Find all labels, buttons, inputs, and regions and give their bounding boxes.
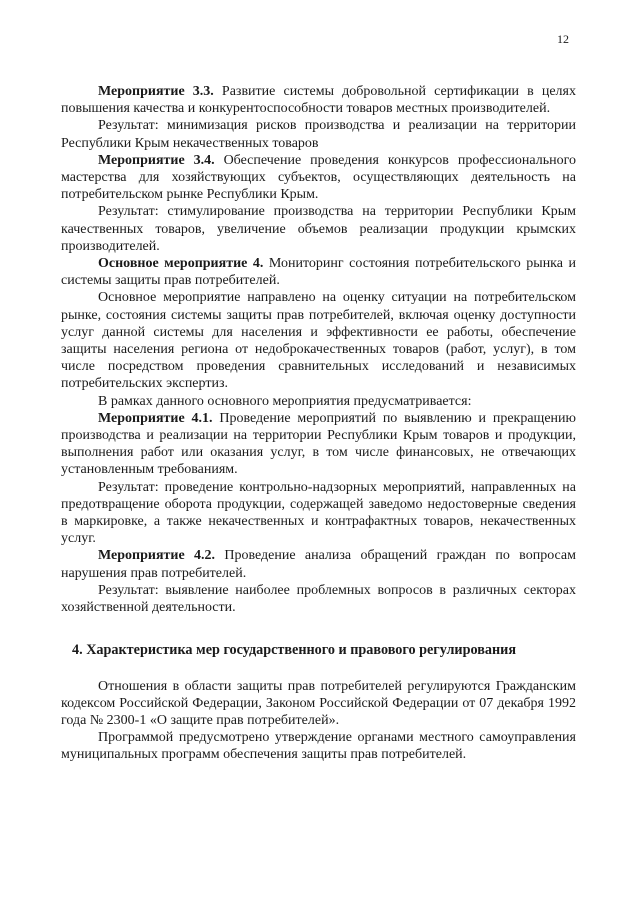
paragraph: [61, 152, 576, 204]
paragraph-lead: Основное мероприятие 4.: [98, 256, 264, 272]
paragraph-lead: Мероприятие 4.1.: [98, 410, 213, 426]
paragraph: [61, 547, 576, 581]
paragraph: [61, 255, 576, 289]
paragraph-text: Обеспечение проведения конкурсов профессионального мастерства для хозяйствующих субъектов, осуществляющих деятельность на потребительском рынке Республики Крым.: [61, 152, 576, 203]
paragraph-text: Мониторинг состояния потребительского рынка и системы защиты прав потребителей.: [61, 256, 576, 289]
paragraph: [61, 582, 576, 616]
paragraph-text: Основное мероприятие направлено на оценку ситуации на потребительском рынке, состояния системы защиты прав потребителей, включая оценку доступности услуг данной системы для населения и эффективности ее работы, обеспечение защиты населения региона от недоброкачественных товаров (работ, услуг), в том числе посредством проведения сравнительных исследований и независимых потребительских экспертиз.: [61, 290, 576, 392]
section-paragraph-list: [61, 678, 576, 764]
paragraph: [61, 729, 576, 763]
paragraph: [61, 117, 576, 151]
page-number: 12: [557, 32, 569, 46]
paragraph: [61, 203, 576, 255]
document-body: [61, 83, 576, 764]
paragraph-text: Проведение мероприятий по выявлению и прекращению производства и реализации на территории Республики Крым товаров и продукции, выполнения работ или оказания услуг, в том числе финансовых, не отвечающих установленным требованиям.: [61, 410, 576, 478]
section-heading: 4. Характеристика мер государственного и правового регулирования: [72, 642, 516, 659]
paragraph-text: Результат: выявление наиболее проблемных вопросов в различных секторах хозяйственной деятельности.: [61, 582, 576, 616]
paragraph-text: Отношения в области защиты прав потребителей регулируются Гражданским кодексом Российской Федерации, Законом Российской Федерации от 07 декабря 1992 года № 2300-1 «О защите прав потребителей».: [61, 678, 576, 728]
paragraph-lead: Мероприятие 3.3.: [98, 84, 214, 99]
paragraph-text: В рамках данного основного мероприятия предусматривается:: [98, 393, 472, 409]
paragraph-text: Проведение анализа обращений граждан по вопросам нарушения прав потребителей.: [61, 548, 576, 581]
paragraph-list: [61, 83, 576, 616]
paragraph: [61, 678, 576, 730]
paragraph-text: Результат: стимулирование производства на территории Республики Крым качественных товаров, увеличение объемов реализации продукции крымских производителей.: [61, 204, 576, 254]
paragraph: [61, 393, 576, 410]
paragraph-text: Программой предусмотрено утверждение органами местного самоуправления муниципальных программ обеспечения защиты прав потребителей.: [61, 730, 576, 763]
paragraph: [61, 289, 576, 392]
paragraph-text: Результат: проведение контрольно-надзорных мероприятий, направленных на предотвращение оборота продукции, содержащей заведомо недостоверные сведения в маркировке, а также некачественных и контрафактных товаров, некачественных услуг.: [61, 479, 576, 547]
paragraph-lead: Мероприятие 4.2.: [98, 548, 216, 564]
paragraph: [61, 83, 576, 117]
paragraph: [61, 479, 576, 548]
paragraph-text: Развитие системы добровольной сертификации в целях повышения качества и конкурентоспособности товаров местных производителей.: [61, 84, 576, 117]
paragraph-text: Результат: минимизация рисков производства и реализации на территории Республики Крым некачественных товаров: [61, 118, 576, 151]
paragraph-lead: Мероприятие 3.4.: [98, 152, 215, 168]
paragraph: [61, 410, 576, 479]
